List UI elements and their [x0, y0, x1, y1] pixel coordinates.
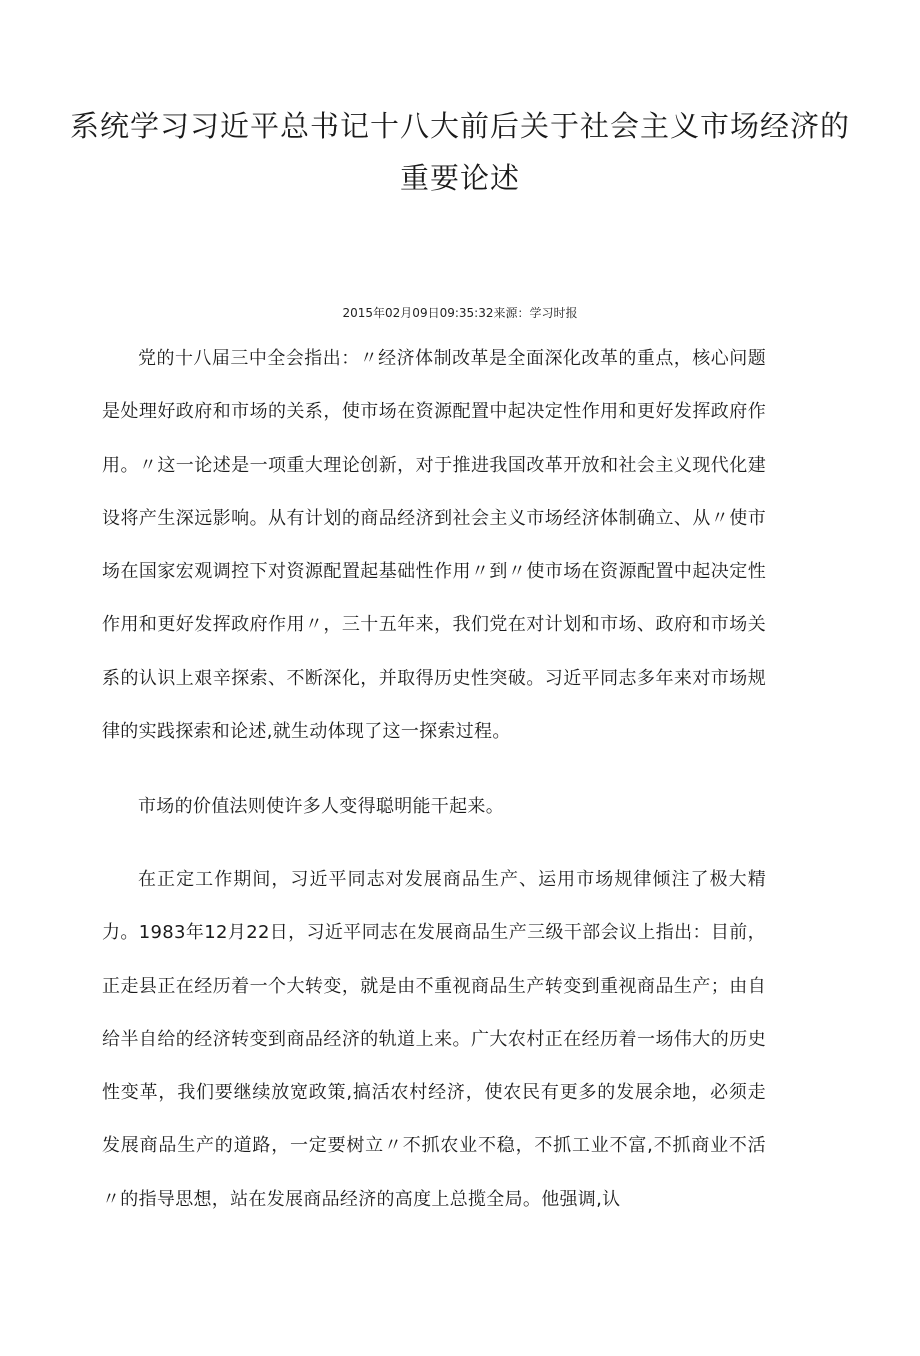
paragraph: 市场的价值法则使许多人变得聪明能干起来。 — [138, 796, 504, 817]
paragraph: 在正定工作期间，习近平同志对发展商品生产、运用市场规律倾注了极大精力。1983年12月22日，习近平同志在发展商品生产三级干部会议上指出：目前，正走县正在经历着一个大转变，就是由不重视商品生产转变到重视商品生产；由自给半自给的经济转变到商品经济的轨道上来。广大农村正在经历着一场伟大的历史性变革，我们要继续放宽政策,搞活农村经济，使农民有更多的发展余地，必须走发展商品生产的道路，一定要树立〃不抓农业不稳，不抓工业不富,不抓商业不活〃的指导思想，站在发展商品经济的高度上总揽全局。他强调,认 — [102, 869, 766, 1210]
paragraph: 党的十八届三中全会指出：〃经济体制改革是全面深化改革的重点，核心问题是处理好政府和市场的关系，使市场在资源配置中起决定性作用和更好发挥政府作用。〃这一论述是一项重大理论创新，对于推进我国改革开放和社会主义现代化建设将产生深远影响。从有计划的商品经济到社会主义市场经济体制确立、从〃使市场在国家宏观调控下对资源配置起基础性作用〃到〃使市场在资源配置中起决定性作用和更好发挥政府作用〃，三十五年来，我们党在对计划和市场、政府和市场关系的认识上艰辛探索、不断深化，并取得历史性突破。习近平同志多年来对市场规律的实践探索和论述,就生动体现了这一探索过程。 — [102, 348, 766, 743]
publish-meta: 2015年02月09日09:35:32来源：学习时报 — [342, 306, 578, 320]
document-title: 系统学习习近平总书记十八大前后关于社会主义市场经济的重要论述 — [69, 109, 850, 195]
